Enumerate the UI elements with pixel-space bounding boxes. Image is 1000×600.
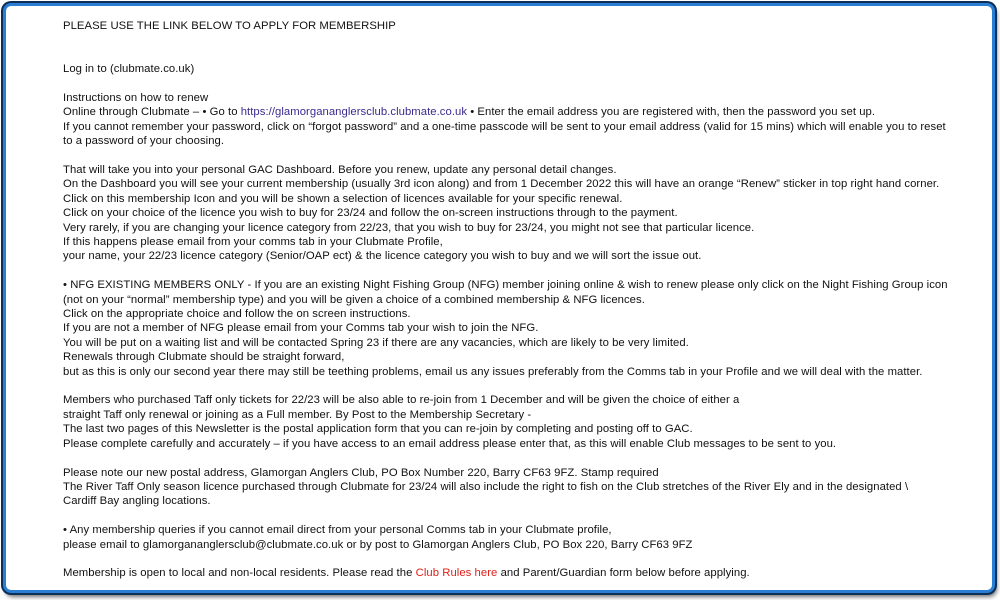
membership-instructions — [63, 19, 983, 581]
postal-line: Please note our new postal address, Glamorgan Anglers Club, PO Box Number 220, Barry CF63 9FZ. Stamp required — [63, 466, 659, 479]
renew-online-line — [63, 105, 983, 119]
taff-line: Members who purchased Taff only tickets for 22/23 will be also able to re-join from 1 December and will be given the choice of either a — [63, 394, 740, 407]
queries-line: • Any membership queries if you cannot email direct from your personal Comms tab in your Clubmate profile, — [63, 524, 612, 537]
renew-title: Instructions on how to renew — [63, 92, 209, 104]
postal-line: Cardiff Bay angling locations. — [63, 495, 211, 508]
queries-line: please email to glamorgananglersclub@clubmate.co.uk or by post to Glamorgan Anglers Club, PO Box 220, Barry CF63 9FZ — [63, 538, 693, 551]
dashboard-line: If this happens please email from your comms tab in your Clubmate Profile, — [63, 236, 443, 249]
nfg-line: You will be put on a waiting list and will be contacted Spring 23 if there are any vacancies, which are likely to be very limited. — [63, 336, 689, 349]
taff-line: The last two pages of this Newsletter is the postal application form that you can re-join by completing and posting off to GAC. — [63, 423, 693, 436]
renew-online-suffix: • Enter the email address you are registered with, then the password you set up. — [467, 106, 876, 119]
dashboard-line: On the Dashboard you will see your current membership (usually 3rd icon along) and from 1 December 2022 this will have an orange “Renew” sticker in top right hand corner. — [63, 178, 940, 191]
nfg-line: If you are not a member of NFG please email from your Comms tab your wish to join the NFG. — [63, 322, 539, 335]
login-line: Log in to (clubmate.co.uk) — [63, 63, 195, 76]
footer-line — [63, 566, 983, 580]
renew-online-prefix: Online through Clubmate – • Go to — [63, 106, 241, 119]
nfg-line: but as this is only our second year there may still be teething problems, email us any issues preferably from the Comms tab in your Profile and we will deal with the matter. — [63, 365, 923, 378]
footer-suffix: and Parent/Guardian form below before applying. — [497, 567, 750, 580]
footer-prefix: Membership is open to local and non-local residents. Please read the — [63, 567, 416, 580]
nfg-line: (not on your “normal” membership type) and you will be given a choice of a combined membership & NFG licences. — [63, 293, 645, 306]
clubmate-link[interactable]: https://glamorgananglersclub.clubmate.co.uk — [240, 106, 468, 119]
dashboard-line: Click on your choice of the licence you wish to buy for 23/24 and follow the on-screen instructions through to the payment. — [63, 207, 678, 220]
postal-line: The River Taff Only season licence purchased through Clubmate for 23/24 will also include the right to fish on the Club stretches of the River Ely and in the designated \ — [63, 480, 909, 493]
nfg-line: Click on the appropriate choice and follow the on screen instructions. — [63, 308, 411, 321]
dashboard-line: Very rarely, if you are changing your licence category from 22/23, that you wish to buy for 23/24, you might not see that particular licence. — [63, 221, 755, 234]
nfg-line: • NFG EXISTING MEMBERS ONLY - If you are an existing Night Fishing Group (NFG) member joining online & wish to renew please only click on the Night Fishing Group icon — [63, 279, 948, 292]
forgot-password-line-2: to a password of your choosing. — [63, 135, 225, 148]
dashboard-line: That will take you into your personal GAC Dashboard. Before you renew, update any personal detail changes. — [63, 164, 617, 177]
page-heading: PLEASE USE THE LINK BELOW TO APPLY FOR MEMBERSHIP — [63, 20, 396, 32]
taff-line: straight Taff only renewal or joining as a Full member. By Post to the Membership Secretary - — [63, 408, 532, 421]
club-rules-link[interactable]: Club Rules here — [415, 567, 498, 580]
taff-line: Please complete carefully and accurately – if you have access to an email address please enter that, as this will enable Club messages to be sent to you. — [63, 437, 837, 450]
dashboard-line: your name, your 22/23 licence category (Senior/OAP ect) & the licence category you wish to buy and we will sort the issue out. — [63, 250, 702, 263]
dashboard-line: Click on this membership Icon and you will be shown a selection of licences available for your specific renewal. — [63, 192, 623, 205]
forgot-password-line-1: If you cannot remember your password, click on “forgot password” and a one-time passcode will be sent to your email address (valid for 15 mins) which will enable you to reset — [63, 120, 946, 133]
nfg-line: Renewals through Clubmate should be straight forward, — [63, 351, 345, 364]
content-frame — [3, 3, 995, 593]
